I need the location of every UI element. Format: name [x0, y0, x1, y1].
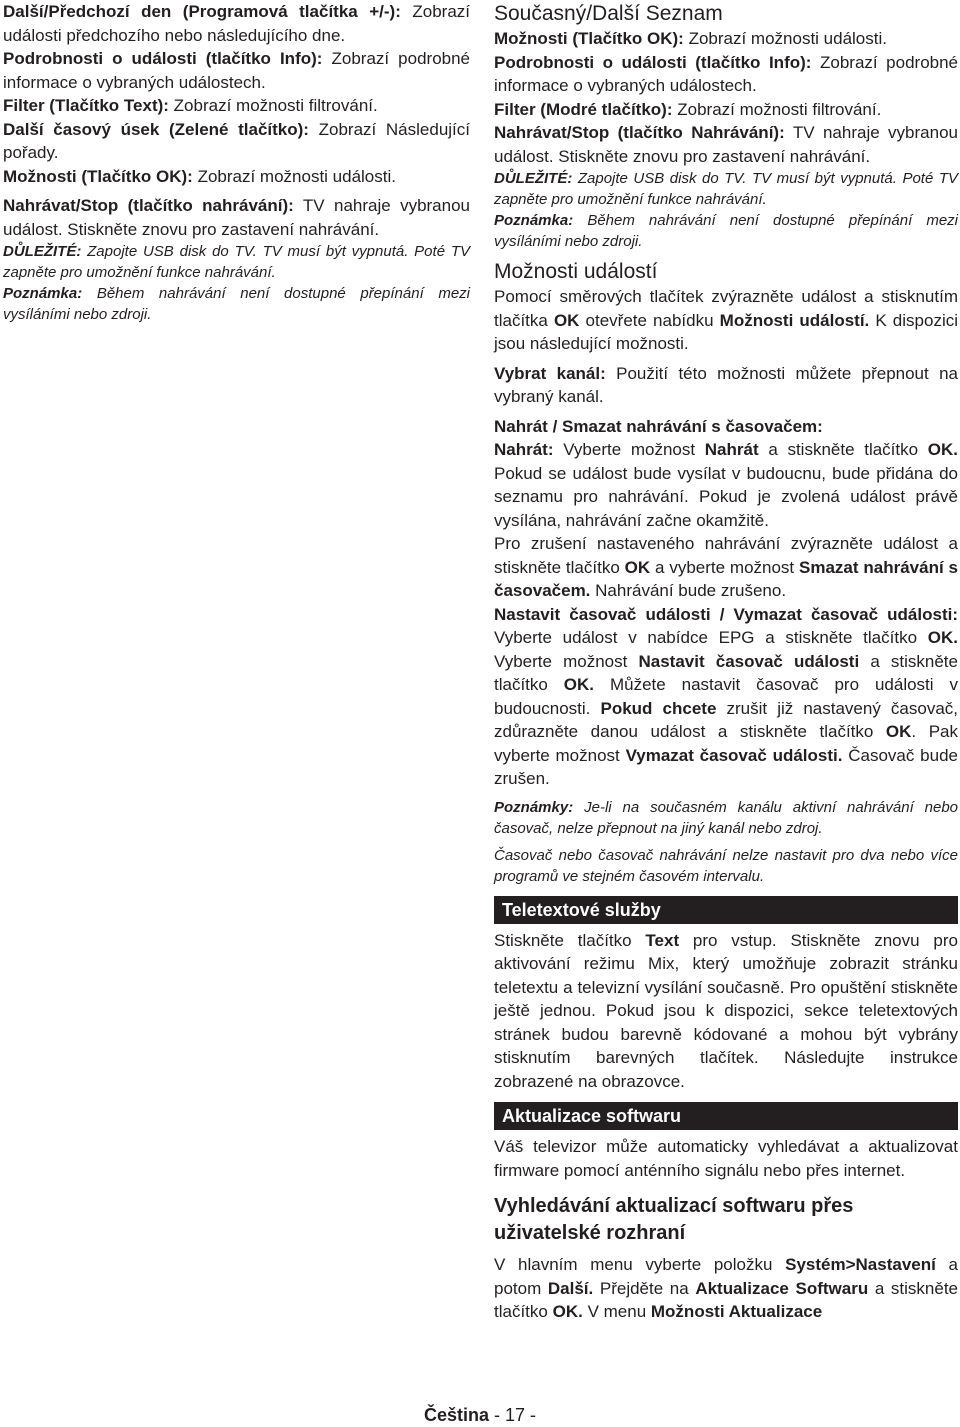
term: Vymazat časovač události.: [625, 745, 843, 765]
term: Nastavit časovač události: [638, 651, 860, 671]
text: Je-li na současném kanálu aktivní nahrávání nebo časovač, nelze přepnout na jiný kanál nebo zdroj.: [494, 798, 958, 837]
paragraph-teletext: [494, 929, 958, 1094]
text: a stiskněte tlačítko: [494, 1278, 958, 1321]
term: OK.: [563, 675, 595, 694]
term: Podrobnosti o události (tlačítko Info):: [494, 52, 812, 72]
text: Přejděte na: [599, 1278, 689, 1298]
text: otevřete nabídku: [585, 310, 714, 330]
paragraph-software: Váš televizor může automaticky vyhledávat a aktualizovat firmware pomocí anténního signálu nebo přes internet.: [494, 1137, 958, 1180]
paragraph-options-intro: [494, 285, 958, 356]
term: Filter (Tlačítko Text):: [3, 96, 169, 115]
text: Zapojte USB disk do TV. TV musí být vypnutá. Poté TV zapněte pro umožnění funkce nahrávání.: [3, 243, 471, 281]
text: Zobrazí podrobné informace o vybraných událostech.: [494, 52, 959, 95]
term: Další/Předchozí den (Programová tlačítka +/-):: [3, 2, 401, 21]
footer-language: Čeština: [423, 1405, 489, 1425]
text: Pomocí směrových tlačítek zvýrazněte událost a stisknutím tlačítka: [494, 287, 958, 330]
term: Poznámky:: [494, 798, 574, 816]
paragraph-timer: [494, 603, 958, 791]
paragraph-next-prev-day: [3, 0, 470, 47]
paragraph-important: [494, 168, 958, 210]
term: OK: [553, 310, 580, 330]
text: Zobrazí události předchozího nebo následujícího dne.: [3, 2, 470, 45]
term: Systém>Nastavení: [785, 1255, 936, 1274]
term: Nahrát / Smazat nahrávání s časovačem:: [494, 416, 823, 436]
text: pro vstup. Stiskněte znovu pro aktivování režimu Mix, který umožňuje zobrazit stránku teletextu a televizní vysílání současně. Pro opuštění stiskněte ještě jednou. Pokud jsou k dispozici, sekce teletextových stránek budou barevně kódované a mohou být vybrány stisknutím barevných tlačítek. Následujte instrukce zobrazené na obrazovce.: [494, 930, 958, 1091]
term: Možnosti Aktualizace: [650, 1302, 823, 1321]
term: DŮLEŽITÉ:: [3, 243, 82, 260]
section-bar-software: Aktualizace softwaru: [494, 1102, 958, 1130]
text: Použití této možnosti můžete přepnout na vybraný kanál.: [494, 363, 958, 406]
paragraph-options: [494, 27, 958, 51]
term: Možnosti událostí.: [719, 310, 870, 330]
text: zrušit již nastavený časovač, zdůrazněte danou událost a stiskněte tlačítko: [494, 698, 958, 741]
term: Text: [645, 930, 680, 950]
term: Smazat nahrávání s časovačem.: [494, 557, 958, 600]
term: Možnosti (Tlačítko OK):: [494, 29, 684, 48]
text: Zobrazí možnosti filtrování.: [173, 96, 378, 115]
left-column: [3, 0, 470, 325]
paragraph-important: [3, 241, 470, 283]
text: K dispozici jsou následující možnosti.: [494, 310, 959, 353]
term: Nastavit časovač události / Vymazat časovač události:: [494, 604, 958, 624]
section-heading-list: Současný/Další Seznam: [494, 2, 723, 25]
paragraph-cancel-record: [494, 532, 958, 603]
text: Můžete nastavit časovač pro události v budoucnosti.: [494, 675, 958, 718]
paragraph-options: [3, 165, 470, 189]
paragraph-note: [3, 283, 470, 325]
text: Vyberte možnost: [563, 440, 696, 459]
paragraph-select-channel: [494, 362, 958, 409]
term: OK.: [927, 628, 958, 647]
text: Pokud se událost bude vysílat v budoucnu, bude přidána do seznamu pro nahrávání. Pokud je zvolená událost právě vysílána, nahrávání začne okamžitě.: [494, 463, 958, 530]
term: Filter (Modré tlačítko):: [494, 99, 673, 119]
term: Další časový úsek (Zelené tlačítko):: [3, 119, 309, 139]
paragraph-record-stop: [3, 194, 470, 241]
text: Vyberte událost v nabídce EPG a stiskněte tlačítko: [494, 628, 918, 647]
paragraph-next-slot: [3, 118, 470, 165]
text: TV nahraje vybranou událost. Stiskněte znovu pro zastavení nahrávání.: [3, 196, 470, 239]
term: OK.: [927, 440, 958, 459]
paragraph-note: [494, 210, 958, 252]
section-heading-options: Možnosti událostí: [494, 260, 658, 283]
paragraph-filter: [494, 98, 958, 122]
term: Poznámka:: [3, 285, 83, 302]
text: Stiskněte tlačítko: [494, 930, 632, 950]
term: Nahrávat/Stop (tlačítko Nahrávání):: [494, 123, 785, 142]
section-bar-teletext: Teletextové služby: [494, 896, 958, 924]
right-column: [494, 0, 958, 1324]
paragraph-record: [494, 438, 958, 532]
paragraph-filter: [3, 94, 470, 118]
term: Aktualizace Softwaru: [695, 1278, 869, 1298]
text: . Pak vyberte možnost: [494, 722, 958, 765]
term: OK: [885, 722, 912, 741]
term: OK.: [552, 1302, 583, 1321]
text: V hlavním menu vyberte položku: [494, 1255, 773, 1274]
paragraph-notes-2: Časovač nebo časovač nahrávání nelze nastavit pro dva nebo více programů ve stejném časovém intervalu.: [494, 846, 958, 885]
text: Zapojte USB disk do TV. TV musí být vypnutá. Poté TV zapněte pro umožnění funkce nahrávání.: [494, 170, 958, 208]
text: Zobrazí možnosti události.: [688, 29, 887, 48]
text: Pro zrušení nastaveného nahrávání zvýrazněte událost a stiskněte tlačítko: [494, 534, 958, 577]
page-number: - 17 -: [494, 1405, 537, 1425]
paragraph-record-stop: [494, 121, 958, 168]
term: Pokud chcete: [600, 698, 717, 718]
text: V menu: [587, 1302, 647, 1321]
paragraph-notes: [494, 797, 958, 839]
text: Nahrávání bude zrušeno.: [595, 581, 787, 600]
term: Možnosti (Tlačítko OK):: [3, 166, 193, 186]
paragraph-record-heading: [494, 415, 958, 439]
text: Zobrazí možnosti filtrování.: [677, 99, 882, 119]
term: DŮLEŽITÉ:: [494, 170, 573, 187]
paragraph-event-details: [3, 47, 470, 94]
page-footer: [0, 1404, 960, 1426]
term: Podrobnosti o události (tlačítko Info):: [3, 49, 323, 68]
text: Během nahrávání není dostupné přepínání mezi vysíláními nebo zdroji.: [494, 212, 958, 250]
term: Další.: [547, 1278, 594, 1298]
text: Časovač bude zrušen.: [494, 745, 958, 788]
term: Nahrát: [704, 440, 759, 459]
term: Nahrát:: [494, 440, 554, 459]
text: Zobrazí podrobné informace o vybraných událostech.: [3, 49, 471, 92]
text: Během nahrávání není dostupné přepínání mezi vysíláními nebo zdroji.: [3, 285, 470, 323]
text: a vyberte možnost: [655, 557, 795, 577]
section-heading-search: Vyhledávání aktualizací softwaru přes uživatelské rozhraní: [494, 1195, 854, 1244]
term: OK: [624, 557, 651, 577]
term: Vybrat kanál:: [494, 363, 606, 383]
term: Nahrávat/Stop (tlačítko nahrávání):: [3, 196, 294, 215]
paragraph-search: [494, 1253, 958, 1324]
text: a stiskněte tlačítko: [494, 651, 958, 694]
text: Zobrazí možnosti události.: [197, 166, 396, 186]
text: a potom: [494, 1255, 959, 1298]
text: a stiskněte tlačítko: [768, 440, 919, 459]
text: TV nahraje vybranou událost. Stiskněte znovu pro zastavení nahrávání.: [494, 123, 958, 166]
paragraph-event-details: [494, 51, 958, 98]
text: Vyberte možnost: [494, 651, 628, 671]
term: Poznámka:: [494, 212, 574, 229]
text: Zobrazí Následující pořady.: [3, 119, 470, 162]
